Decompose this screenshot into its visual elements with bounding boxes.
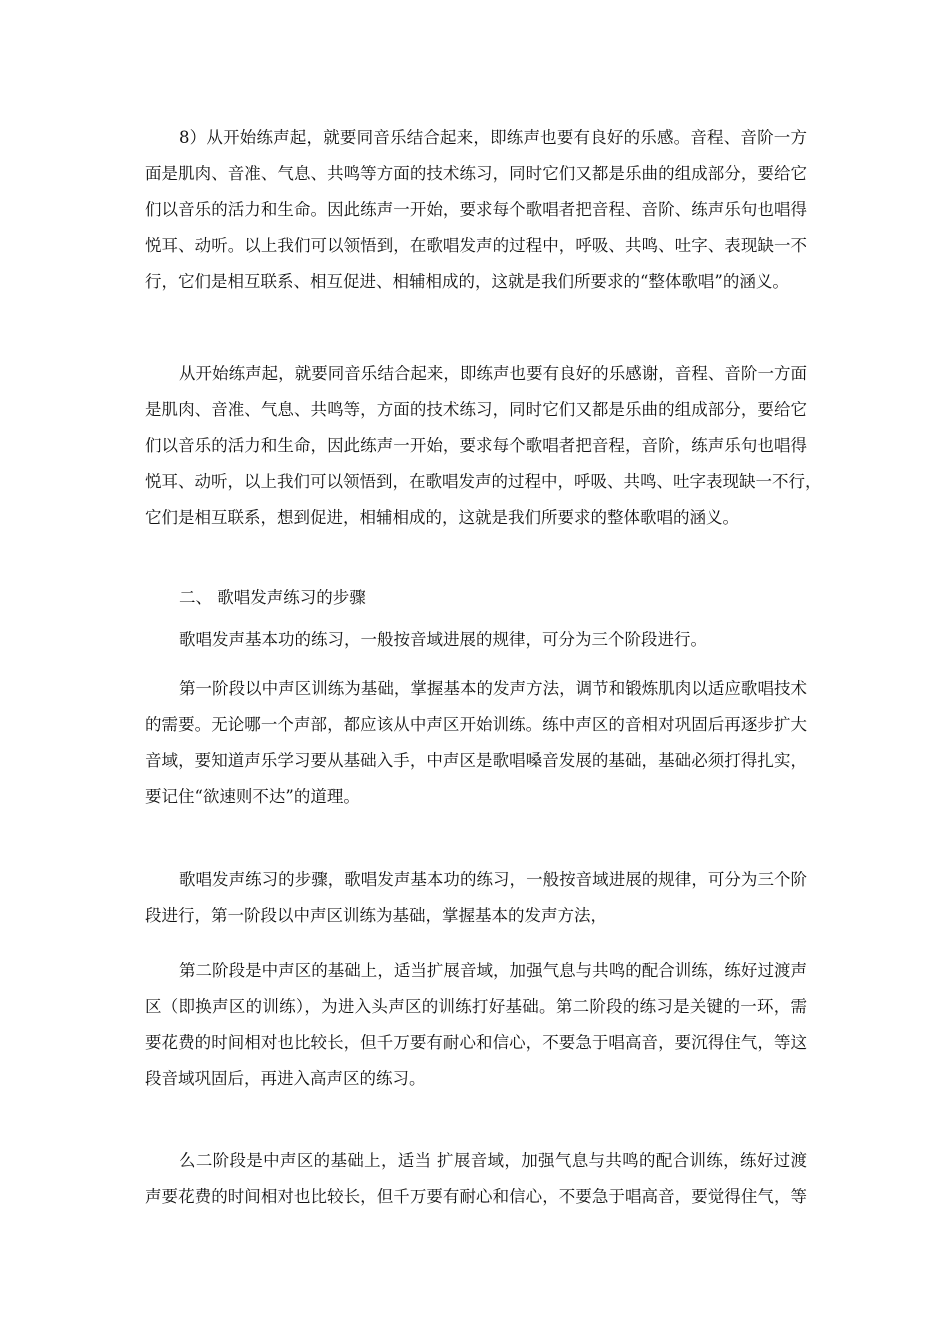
text-line: 歌唱发声练习的步骤，歌唱发声基本功的练习，一般按音域进展的规律，可分为三个阶 bbox=[179, 870, 807, 889]
text-line: 是肌肉、音准、气息、共鸣等，方面的技术练习，同时它们又都是乐曲的组成部分，要给它 bbox=[145, 400, 807, 419]
text-line: 8）从开始练声起，就要同音乐结合起来，即练声也要有良好的乐感。音程、音阶一方 bbox=[179, 128, 807, 147]
paragraph-5 bbox=[145, 862, 807, 934]
text-line: 要花费的时间相对也比较长，但千万要有耐心和信心，不要急于唱高音，要沉得住气，等这 bbox=[145, 1033, 807, 1052]
text-line: 面是肌肉、音准、气息、共鸣等方面的技术练习，同时它们又都是乐曲的组成部分，要给它 bbox=[145, 164, 807, 183]
text-line: 声要花费的时间相对也比较长，但千万要有耐心和信心，不要急于唱高音，要觉得住气，等 bbox=[145, 1187, 807, 1206]
text-line: 它们是相互联系，想到促进，相辅相成的，这就是我们所要求的整体歌唱的涵义。 bbox=[145, 508, 739, 527]
text-line: 悦耳、动听。以上我们可以领悟到，在歌唱发声的过程中，呼吸、共鸣、吐字、表现缺一不 bbox=[145, 236, 807, 255]
text-line: 要记住“欲速则不达”的道理。 bbox=[145, 787, 360, 806]
text-line: 们以音乐的活力和生命。因此练声一开始，要求每个歌唱者把音程、音阶、练声乐句也唱得 bbox=[145, 200, 807, 219]
text-line: 第一阶段以中声区训练为基础，掌握基本的发声方法，调节和锻炼肌肉以适应歌唱技术 bbox=[179, 679, 807, 698]
text-line: 悦耳、动听，以上我们可以领悟到，在歌唱发声的过程中，呼吸、共鸣、吐字表现缺一不行， bbox=[145, 472, 822, 491]
paragraph-6 bbox=[145, 953, 807, 1097]
text-line: 的需要。无论哪一个声部，都应该从中声区开始训练。练中声区的音相对巩固后再逐步扩大 bbox=[145, 715, 807, 734]
text-line: 行，它们是相互联系、相互促进、相辅相成的，这就是我们所要求的“整体歌唱”的涵义。 bbox=[145, 272, 789, 291]
heading-text: 二、 歌唱发声练习的步骤 bbox=[179, 588, 366, 607]
paragraph-7 bbox=[145, 1143, 807, 1215]
text-line: 第二阶段是中声区的基础上，适当扩展音域，加强气息与共鸣的配合训练，练好过渡声 bbox=[179, 961, 807, 980]
paragraph-1 bbox=[145, 120, 807, 300]
text-line: 音域，要知道声乐学习要从基础入手，中声区是歌唱嗓音发展的基础，基础必须打得扎实， bbox=[145, 751, 807, 770]
text-line: 从开始练声起，就要同音乐结合起来，即练声也要有良好的乐感谢，音程、音阶一方面 bbox=[179, 364, 807, 383]
text-line: 们以音乐的活力和生命，因此练声一开始，要求每个歌唱者把音程，音阶，练声乐句也唱得 bbox=[145, 436, 807, 455]
text-line: 么二阶段是中声区的基础上，适当 扩展音域，加强气息与共鸣的配合训练，练好过渡 bbox=[179, 1151, 807, 1170]
section-heading bbox=[145, 580, 807, 616]
text-line: 段进行，第一阶段以中声区训练为基础，掌握基本的发声方法， bbox=[145, 906, 607, 925]
paragraph-4 bbox=[145, 671, 807, 815]
text-line: 区（即换声区的训练），为进入头声区的训练打好基础。第二阶段的练习是关键的一环，需 bbox=[145, 997, 807, 1016]
text-line: 段音域巩固后，再进入高声区的练习。 bbox=[145, 1069, 426, 1088]
paragraph-2 bbox=[145, 356, 822, 536]
paragraph-3 bbox=[145, 622, 807, 658]
text-line: 歌唱发声基本功的练习，一般按音域进展的规律，可分为三个阶段进行。 bbox=[179, 630, 707, 649]
